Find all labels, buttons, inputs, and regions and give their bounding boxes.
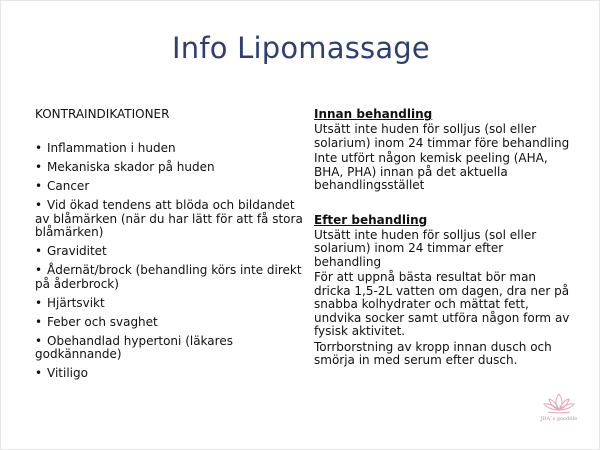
list-item: • Vid ökad tendens att blöda och bildandet av blåmärken (när du har lätt för att få stora blåmärken) — [35, 198, 303, 239]
list-item: • Vitiligo — [35, 366, 88, 380]
after-treatment-text: Torrborstning av kropp innan dusch och smörja in med serum efter dusch. — [314, 339, 552, 367]
page-title: Info Lipomassage — [172, 31, 430, 65]
list-item: • Feber och svaghet — [35, 314, 158, 329]
list-item: • Hjärtsvikt — [35, 295, 105, 310]
contraindications-column — [35, 107, 305, 386]
list-item: • Ådernät/brock (behandling körs inte direkt på åderbrock) — [35, 263, 302, 291]
bullet-icon: • — [35, 314, 43, 329]
bullet-icon: • — [35, 295, 43, 310]
bullet-icon: • — [35, 198, 43, 212]
after-treatment-text: För att uppnå bästa resultat bör man dricka 1,5-2L vatten om dagen, dra ner på snabba kolhydrater och mättat fett, undvika socker samt utföra någon form av fysisk aktivitet. — [314, 270, 570, 338]
after-treatment-heading: Efter behandling — [314, 212, 428, 227]
contraindications-heading: KONTRAINDIKATIONER — [35, 107, 170, 121]
contraindications-list — [35, 142, 305, 381]
bullet-icon: • — [35, 366, 43, 380]
before-treatment-text: Utsätt inte huden för solljus (sol eller solarium) inom 24 timmar före behandling — [314, 122, 570, 150]
after-treatment-text: Utsätt inte huden för solljus (sol eller solarium) inom 24 timmar efter behandling — [314, 227, 537, 269]
bullet-icon: • — [35, 263, 43, 277]
bullet-icon: • — [35, 141, 43, 155]
list-item: • Cancer — [35, 179, 90, 193]
bullet-icon: • — [35, 333, 43, 348]
list-item: • Mekaniska skador på huden — [35, 160, 215, 174]
bullet-icon: • — [35, 179, 43, 193]
before-treatment-text: Inte utfört någon kemisk peeling (AHA, BHA, PHA) innan på det aktuella behandlingsstället — [314, 151, 548, 192]
list-item: • Graviditet — [35, 244, 107, 258]
list-item: • Inflammation i huden — [35, 141, 176, 155]
bullet-icon: • — [35, 160, 43, 174]
list-item: • Obehandlad hypertoni (läkares godkännande) — [35, 333, 233, 361]
before-treatment-heading: Innan behandling — [314, 107, 433, 121]
section-spacer — [314, 195, 574, 213]
bullet-icon: • — [35, 244, 43, 258]
treatment-info-column — [314, 107, 574, 370]
brand-logo — [533, 391, 585, 437]
logo-text: JRA´s goodlife — [540, 416, 578, 422]
lotus-icon — [542, 391, 576, 415]
